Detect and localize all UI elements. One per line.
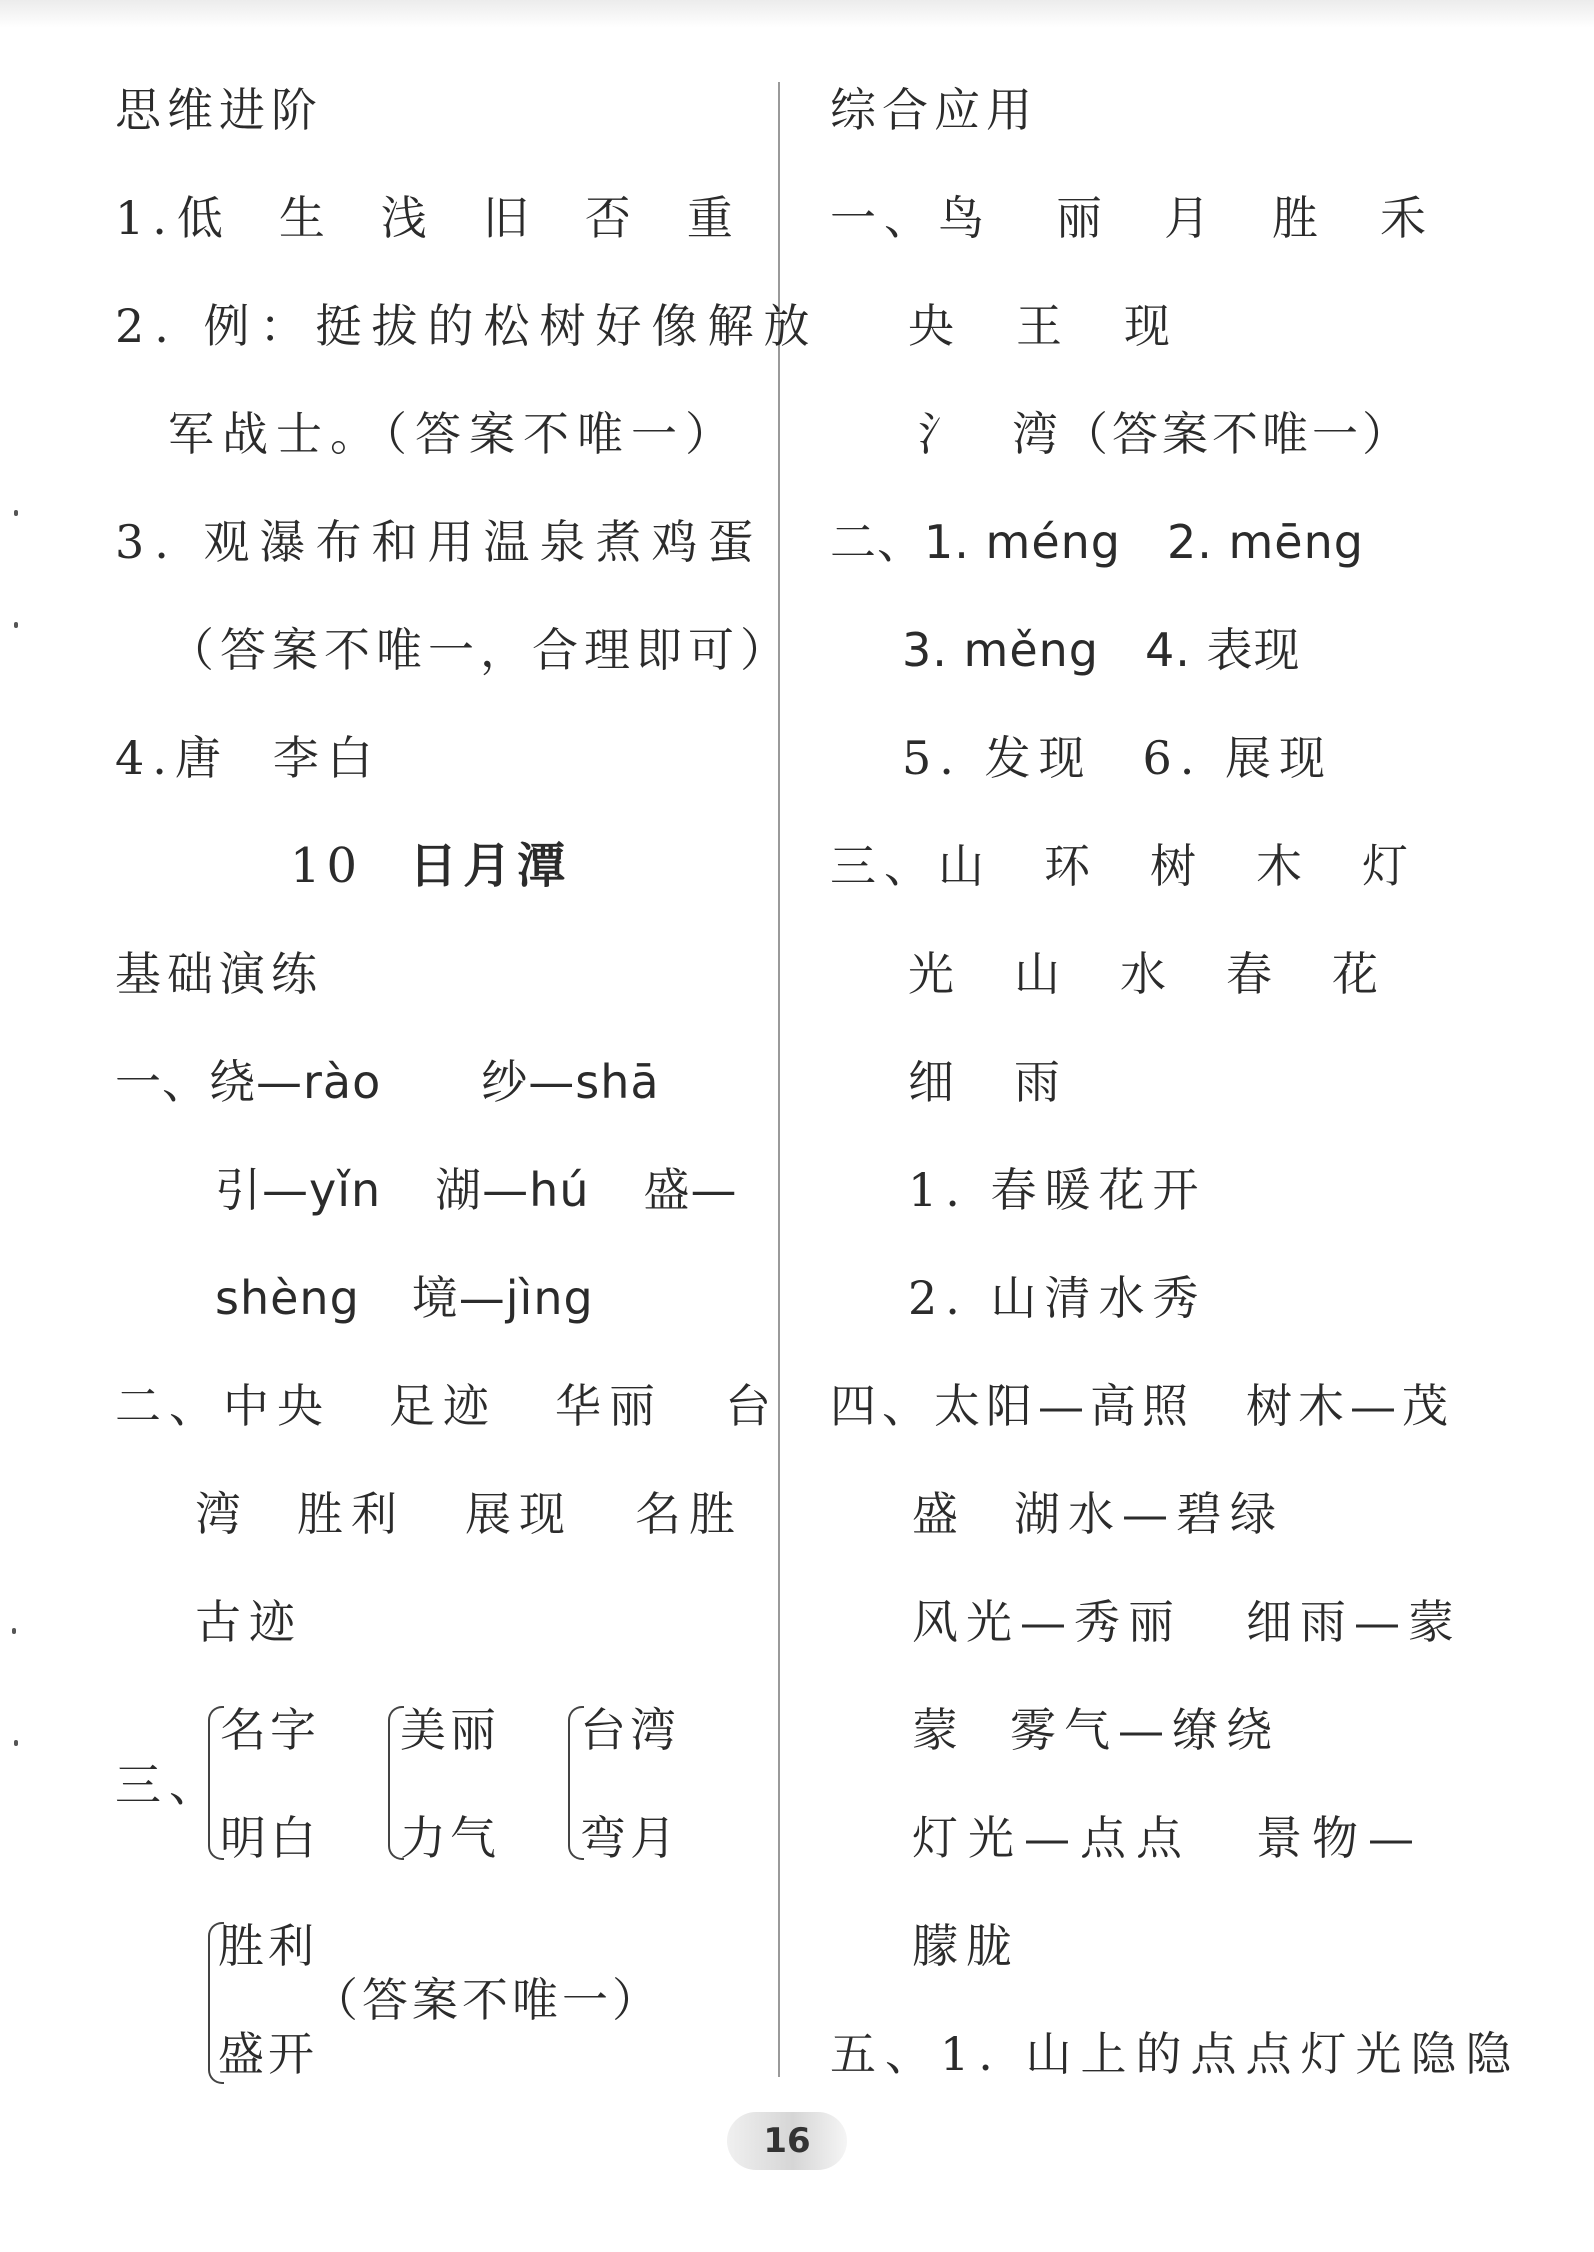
answer-line — [908, 944, 1386, 1004]
answer-word: 浅 — [380, 191, 435, 245]
lesson-title — [290, 836, 571, 896]
answer-line — [115, 188, 741, 248]
answer-word: 台 — [725, 1379, 779, 1433]
answer-word: 灯光—点点 — [912, 1811, 1192, 1865]
item-label: 三、 — [115, 1758, 223, 1812]
column-divider — [778, 82, 780, 2077]
answer-line — [115, 728, 381, 788]
answer-word: 木 — [1256, 839, 1310, 893]
answer-word: 重 — [686, 191, 741, 245]
answer-line — [215, 1268, 594, 1328]
answer-line — [215, 1160, 737, 1220]
pair-bottom: 明白 — [220, 1811, 320, 1865]
scan-speck — [14, 510, 18, 516]
pair-top: 美丽 — [400, 1703, 500, 1757]
answer-line — [195, 1484, 743, 1544]
answer-word: 二、中央 — [115, 1379, 331, 1433]
answer-word: 盛— — [643, 1163, 738, 1217]
answer-line — [830, 836, 1416, 896]
scan-speck — [14, 622, 18, 628]
answer-word: 旧 — [482, 191, 537, 245]
answer-word: 李白 — [272, 731, 381, 785]
answer-word: 6. 展现 — [1142, 731, 1334, 785]
pair-top: 名字 — [220, 1703, 320, 1757]
answer-line — [912, 1808, 1424, 1868]
answer-word: 唐 — [174, 731, 229, 785]
answer-word: 山 — [1014, 947, 1068, 1001]
answer-word: 湾（答案不唯一） — [1012, 407, 1412, 461]
answer-line — [830, 188, 1434, 248]
answer-word: 灯 — [1362, 839, 1416, 893]
answer-word: 5. 发现 — [902, 731, 1093, 785]
answer-word: 三、山 — [830, 839, 992, 893]
scan-speck — [14, 1740, 18, 1746]
pair-bottom: 弯月 — [580, 1811, 680, 1865]
lesson-name: 日月潭 — [409, 838, 572, 894]
answer-word: 风光—秀丽 — [912, 1595, 1182, 1649]
answer-word: 景物— — [1256, 1811, 1424, 1865]
answer-word: 盛 — [912, 1487, 966, 1541]
answer-word: 二、1. méng — [830, 515, 1121, 569]
answer-word: 一、绕—rào — [115, 1055, 382, 1109]
answer-line — [912, 1592, 1462, 1652]
answer-line — [115, 1052, 660, 1112]
answer-word: 雾气—缭绕 — [1010, 1703, 1280, 1757]
answer-line: （答案不唯一，合理即可） — [168, 623, 792, 677]
scan-speck — [12, 1628, 16, 1634]
answer-word: 胜 — [1272, 191, 1326, 245]
answer-word: 春 — [1226, 947, 1280, 1001]
answer-word: 否 — [584, 191, 639, 245]
answer-line: 2. 山清水秀 — [908, 1271, 1207, 1325]
answer-word: 现 — [1124, 299, 1178, 353]
answer-line — [115, 1376, 779, 1436]
answer-line — [912, 1700, 1280, 1760]
answer-word: 2. mēng — [1166, 515, 1364, 569]
answer-word: 胜利 — [297, 1487, 405, 1541]
answer-word: 树木—茂 — [1246, 1379, 1454, 1433]
answer-word: 湖—hú — [435, 1163, 590, 1217]
answer-line: 军战士。（答案不唯一） — [168, 407, 739, 461]
answer-line — [918, 404, 1412, 464]
answer-word: 引—yǐn — [215, 1163, 382, 1217]
answer-word: 名胜 — [635, 1487, 743, 1541]
answer-word: 湖水—碧绿 — [1014, 1487, 1284, 1541]
answer-word: 华丽 — [555, 1379, 663, 1433]
answer-line: 古迹 — [195, 1595, 303, 1649]
answer-line: 2. 例：挺拔的松树好像解放 — [115, 299, 820, 353]
answer-word: 四、太阳—高照 — [830, 1379, 1194, 1433]
answer-word: 低 — [176, 191, 231, 245]
answer-line — [830, 512, 1364, 572]
answer-line — [912, 1484, 1284, 1544]
pair-top: 胜利 — [218, 1919, 318, 1973]
page-top-shadow — [0, 0, 1594, 28]
answer-word: 月 — [1164, 191, 1218, 245]
answer-line — [908, 296, 1178, 356]
page-number: 16 — [727, 2112, 847, 2170]
answer-word: shèng — [215, 1271, 360, 1325]
answer-word: 花 — [1332, 947, 1386, 1001]
answer-word: 王 — [1016, 299, 1070, 353]
answer-word: 纱—shā — [481, 1055, 660, 1109]
answer-word: 细雨—蒙 — [1246, 1595, 1462, 1649]
answer-word: 湾 — [195, 1487, 249, 1541]
answer-word: 水 — [1120, 947, 1174, 1001]
answer-word: 光 — [908, 947, 962, 1001]
answer-line: 五、1. 山上的点点灯光隐隐 — [830, 2027, 1521, 2081]
answer-word: 3. měng — [902, 623, 1099, 677]
item-number: 4. — [115, 731, 175, 785]
lesson-number: 10 — [290, 838, 364, 894]
answer-word: 树 — [1150, 839, 1204, 893]
answer-word: 蒙 — [912, 1703, 966, 1757]
answer-word: 细 — [908, 1055, 962, 1109]
answer-word: 足迹 — [389, 1379, 497, 1433]
answer-word: 展现 — [465, 1487, 573, 1541]
item-number: 1. — [115, 191, 175, 245]
answer-word: 氵 — [918, 407, 968, 461]
answer-word: 一、鸟 — [830, 191, 992, 245]
answer-word: 禾 — [1380, 191, 1434, 245]
answer-line: 朦胧 — [912, 1919, 1020, 1973]
answer-word: 境—jìng — [411, 1271, 594, 1325]
answer-line — [902, 620, 1301, 680]
answer-word: 雨 — [1014, 1055, 1068, 1109]
answer-word: 4. 表现 — [1144, 623, 1301, 677]
answer-note: （答案不唯一） — [312, 1973, 662, 2027]
section-heading: 基础演练 — [115, 947, 323, 1001]
pair-bottom: 力气 — [400, 1811, 500, 1865]
answer-line: 3. 观瀑布和用温泉煮鸡蛋 — [115, 515, 764, 569]
answer-word: 央 — [908, 299, 962, 353]
section-heading: 思维进阶 — [115, 83, 323, 137]
section-heading: 综合应用 — [830, 83, 1038, 137]
answer-word: 丽 — [1056, 191, 1110, 245]
answer-word: 环 — [1044, 839, 1098, 893]
answer-line — [902, 728, 1333, 788]
answer-line — [908, 1052, 1068, 1112]
answer-line: 1. 春暖花开 — [908, 1163, 1207, 1217]
pair-bottom: 盛开 — [218, 2027, 318, 2081]
answer-line — [830, 1376, 1454, 1436]
pair-top: 台湾 — [580, 1703, 680, 1757]
answer-word: 生 — [278, 191, 333, 245]
